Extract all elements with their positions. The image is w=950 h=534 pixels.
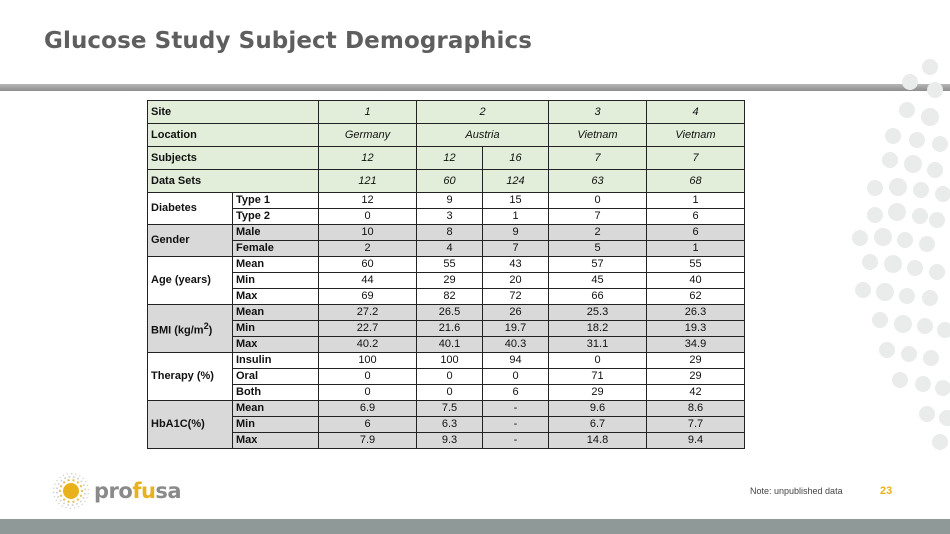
decorative-dot [867,180,883,196]
table-row [148,257,745,273]
table-cell: 0 [319,209,417,225]
decorative-dot [909,132,925,148]
table-cell: 55 [417,257,483,273]
table-cell: 21.6 [417,321,483,337]
row-label: Type 1 [233,193,319,209]
table-row [148,273,745,289]
row-label: Type 2 [233,209,319,225]
decorative-dot [915,376,931,392]
table-cell: 44 [319,273,417,289]
group-label [148,305,233,353]
table-cell: 9.6 [549,401,647,417]
table-cell: 25.3 [549,305,647,321]
group-label: Age (years) [148,257,233,305]
decorative-dot [922,290,938,306]
table-cell: 69 [319,289,417,305]
table-cell: 18.2 [549,321,647,337]
row-label: Insulin [233,353,319,369]
table-cell: 7 [549,147,647,170]
table-cell: 29 [647,369,745,385]
table-cell: 43 [483,257,549,273]
table-cell: 0 [549,193,647,209]
decorative-dot [892,372,908,388]
table-cell: 40.3 [483,337,549,353]
table-cell: 2 [319,241,417,257]
table-cell: 124 [483,170,549,193]
decorative-dot [921,108,939,126]
decorative-dot [929,212,945,228]
table-cell: 0 [483,369,549,385]
decorative-dot [919,236,935,252]
table-cell: 26.3 [647,305,745,321]
decorative-dot [923,350,939,366]
table-cell: 82 [417,289,483,305]
table-cell: 2 [417,101,549,124]
table-cell: 7.7 [647,417,745,433]
table-cell: 15 [483,193,549,209]
decorative-dot [907,260,923,276]
row-label: Male [233,225,319,241]
table-cell: 0 [417,369,483,385]
table-header-row [148,147,745,170]
table-cell: 3 [549,101,647,124]
table-cell: Vietnam [647,124,745,147]
table-cell: 1 [319,101,417,124]
table-cell: 40.1 [417,337,483,353]
profusa-logo [52,472,181,510]
group-label: HbA1C(%) [148,401,233,449]
superscript: 2 [203,320,209,331]
row-label: Female [233,241,319,257]
table-cell: 121 [319,170,417,193]
table-cell: 29 [647,353,745,369]
decorative-dot [855,282,871,298]
decorative-dot [932,434,948,450]
table-cell: 9.3 [417,433,483,449]
table-cell: 8 [417,225,483,241]
header-label: Subjects [148,147,319,170]
table-cell: 19.3 [647,321,745,337]
table-cell: 12 [319,193,417,209]
row-label: Min [233,417,319,433]
row-label: Mean [233,257,319,273]
table-cell: 66 [549,289,647,305]
decorative-dot [922,59,938,75]
row-label: Mean [233,305,319,321]
table-cell: 6 [647,209,745,225]
table-cell: 0 [417,385,483,401]
table-cell: 55 [647,257,745,273]
table-cell: 60 [417,170,483,193]
table-cell: 63 [549,170,647,193]
row-label: Mean [233,401,319,417]
row-label: Max [233,433,319,449]
table-cell: 100 [417,353,483,369]
table-cell: 7 [647,147,745,170]
decorative-dot [872,312,888,328]
sunburst-icon [52,472,90,510]
decorative-dot [852,230,868,246]
table-cell: 60 [319,257,417,273]
slide-title: Glucose Study Subject Demographics [44,28,533,54]
table-row [148,433,745,449]
decorative-dot [874,228,892,246]
table-row [148,385,745,401]
table-cell: 7 [483,241,549,257]
table-cell: 9 [483,225,549,241]
table-cell: 6 [319,417,417,433]
decorative-dot [937,322,950,338]
table-row [148,209,745,225]
decorative-dot [913,182,929,198]
table-cell: 0 [549,353,647,369]
table-cell: 7 [549,209,647,225]
table-cell: Austria [417,124,549,147]
table-cell: 57 [549,257,647,273]
decorative-dot [889,178,907,196]
decorative-dot [932,136,948,152]
table-cell: 26.5 [417,305,483,321]
decorative-dot [919,406,935,422]
table-cell: 22.7 [319,321,417,337]
table-cell: 14.8 [549,433,647,449]
header-label: Site [148,101,319,124]
decorative-dot [935,186,950,202]
table-row [148,305,745,321]
table-cell: 27.2 [319,305,417,321]
decorative-dot [917,318,933,334]
table-cell: 6.7 [549,417,647,433]
table-cell: 1 [647,241,745,257]
table-cell: 16 [483,147,549,170]
decorative-dot [929,264,945,280]
group-label-end: ) [208,324,213,337]
decorative-dot [862,254,878,270]
page-number: 23 [880,485,893,497]
footnote: Note: unpublished data [750,486,843,496]
decorative-dot [899,102,915,118]
header-label: Data Sets [148,170,319,193]
table-cell: 71 [549,369,647,385]
table-cell: 6.3 [417,417,483,433]
table-cell: 7.5 [417,401,483,417]
decorative-dot [927,162,943,178]
table-cell: 0 [319,385,417,401]
decorative-dot [884,255,902,273]
table-cell: 40.2 [319,337,417,353]
decorative-dot [912,208,928,224]
group-label: Diabetes [148,193,233,225]
table-cell: - [483,433,549,449]
table-row [148,369,745,385]
table-row [148,401,745,417]
table-cell: 10 [319,225,417,241]
table-cell: 9.4 [647,433,745,449]
table-cell: 6 [647,225,745,241]
table-cell: 26 [483,305,549,321]
table-cell: 62 [647,289,745,305]
table-cell: 5 [549,241,647,257]
table-cell: 68 [647,170,745,193]
decorative-dot [904,155,922,173]
table-cell: 2 [549,225,647,241]
table-cell: 3 [417,209,483,225]
table-cell: 29 [417,273,483,289]
row-label: Max [233,289,319,305]
table-cell: 45 [549,273,647,289]
table-header-row [148,170,745,193]
demographics-table [147,100,745,449]
table-cell: Germany [319,124,417,147]
decorative-dot [894,315,912,333]
decorative-dot [939,410,950,426]
row-label: Min [233,273,319,289]
group-label: Therapy (%) [148,353,233,401]
footer-bar [0,519,950,534]
row-label: Both [233,385,319,401]
header-label: Location [148,124,319,147]
decorative-dot [902,74,918,90]
table-cell: 1 [483,209,549,225]
table-cell: 4 [647,101,745,124]
table-cell: 100 [319,353,417,369]
decorative-dot [888,203,906,221]
table-header-row [148,124,745,147]
table-cell: 42 [647,385,745,401]
table-cell: 7.9 [319,433,417,449]
table-cell: - [483,401,549,417]
decorative-dot [885,128,901,144]
table-row [148,193,745,209]
table-cell: Vietnam [549,124,647,147]
table-row [148,417,745,433]
table-cell: - [483,417,549,433]
decorative-dot [897,232,913,248]
table-cell: 19.7 [483,321,549,337]
decorative-dot [879,342,895,358]
row-label: Max [233,337,319,353]
table-cell: 31.1 [549,337,647,353]
group-label: Gender [148,225,233,257]
decorative-dot [901,346,917,362]
table-cell: 40 [647,273,745,289]
table-cell: 1 [647,193,745,209]
table-cell: 34.9 [647,337,745,353]
row-label: Min [233,321,319,337]
decorative-dot-pattern [835,52,950,452]
decorative-dot [867,207,883,223]
row-label: Oral [233,369,319,385]
table-cell: 8.6 [647,401,745,417]
table-row [148,241,745,257]
logo-wordmark: profusa [94,479,182,503]
table-row [148,353,745,369]
table-cell: 94 [483,353,549,369]
table-cell: 12 [417,147,483,170]
table-cell: 4 [417,241,483,257]
group-label-text: BMI (kg/m [151,324,204,337]
title-divider [0,84,950,91]
table-cell: 0 [319,369,417,385]
table-row [148,321,745,337]
table-cell: 12 [319,147,417,170]
decorative-dot [882,152,898,168]
table-row [148,337,745,353]
table-row [148,289,745,305]
table-cell: 72 [483,289,549,305]
table-header-row [148,101,745,124]
decorative-dot [876,283,894,301]
decorative-dot [935,380,950,396]
decorative-dot [899,288,915,304]
table-cell: 6.9 [319,401,417,417]
table-cell: 20 [483,273,549,289]
table-cell: 9 [417,193,483,209]
table-cell: 29 [549,385,647,401]
table-cell: 6 [483,385,549,401]
decorative-dot [927,82,943,98]
table-row [148,225,745,241]
